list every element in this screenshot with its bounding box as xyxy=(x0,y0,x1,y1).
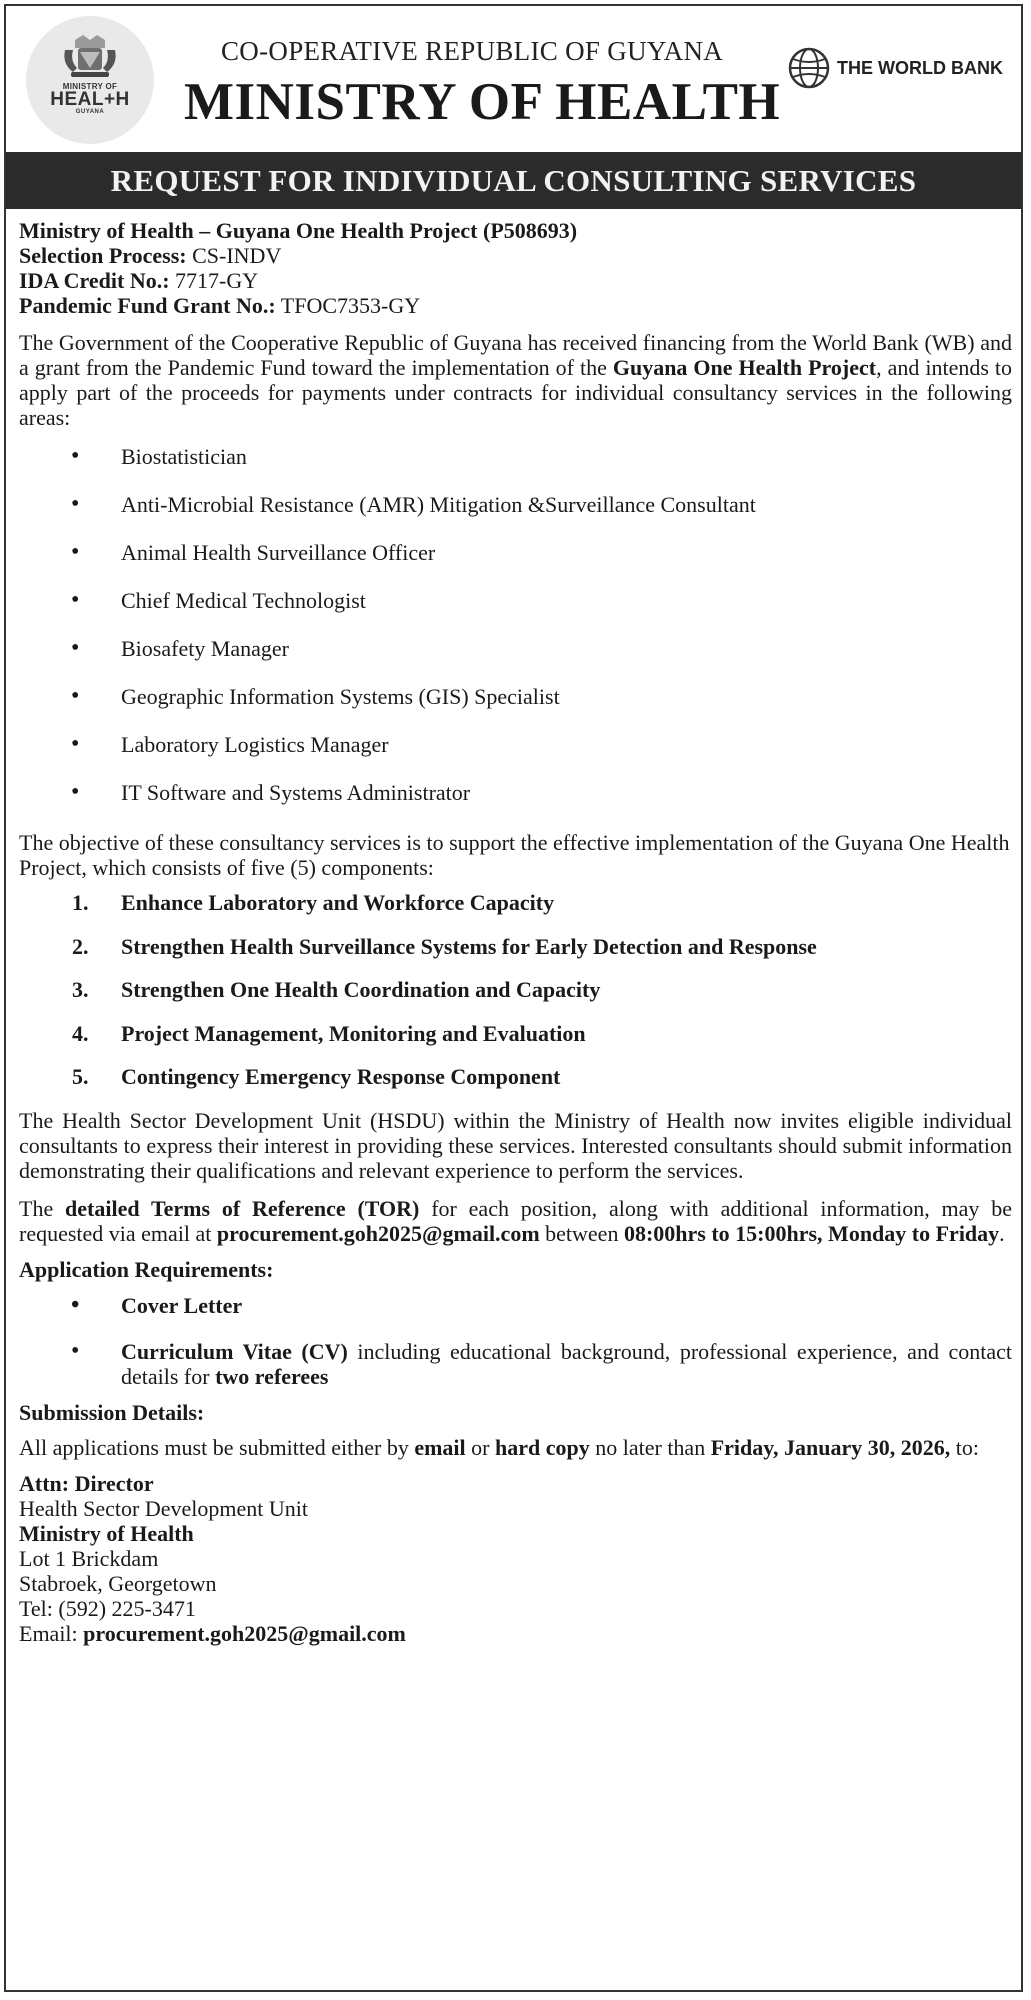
republic-heading: CO-OPERATIVE REPUBLIC OF GUYANA xyxy=(221,36,724,66)
address-unit: Health Sector Development Unit xyxy=(19,1495,308,1521)
list-item xyxy=(19,977,1012,1021)
components-list xyxy=(19,890,1012,1108)
header xyxy=(6,6,1021,149)
sub-hard-copy: hard copy xyxy=(494,1434,590,1460)
notice-body xyxy=(19,218,1012,1646)
sub-text: or xyxy=(465,1434,495,1460)
list-item: • Biosafety Manager xyxy=(19,636,1012,684)
item-number: 2. xyxy=(72,933,89,959)
title-banner xyxy=(6,152,1021,209)
address-lot: Lot 1 Brickdam xyxy=(19,1545,159,1571)
sub-text: no later than xyxy=(589,1434,711,1460)
list-item xyxy=(19,1064,1012,1108)
email-label: Email: xyxy=(19,1620,84,1646)
world-bank-logo xyxy=(787,46,1003,90)
ministry-logo xyxy=(26,16,154,144)
sub-text: to: xyxy=(950,1434,980,1460)
application-requirements-heading: Application Requirements: xyxy=(19,1256,274,1282)
tor-hours: 08:00hrs to 15:00hrs, Monday to Friday xyxy=(623,1220,1000,1246)
item-text: Project Management, Monitoring and Evaluation xyxy=(121,1020,586,1046)
list-item: • Animal Health Surveillance Officer xyxy=(19,540,1012,588)
intro-paragraph xyxy=(19,330,1012,430)
item-number: 1. xyxy=(72,890,89,915)
tor-paragraph xyxy=(19,1196,1012,1246)
address-city: Stabroek, Georgetown xyxy=(19,1570,217,1596)
world-bank-label: THE WORLD BANK xyxy=(837,57,1003,78)
cv-bold: Curriculum Vitae (CV) xyxy=(121,1338,348,1364)
list-item xyxy=(19,934,1012,978)
banner-title: REQUEST FOR INDIVIDUAL CONSULTING SERVICES xyxy=(110,162,917,198)
address-ministry: Ministry of Health xyxy=(19,1520,194,1546)
sub-deadline: Friday, January 30, 2026, xyxy=(710,1434,951,1460)
ida-credit xyxy=(19,268,1012,293)
tor-text: The xyxy=(19,1195,66,1221)
logo-text-health: HEAL+H xyxy=(50,89,130,110)
item-text: Strengthen Health Surveillance Systems for Early Detection and Response xyxy=(121,933,817,959)
intro-text-end: , and intends to apply part of the proceeds for payments under contracts for individual consultancy services in the following areas: xyxy=(19,355,1013,430)
cv-referees: two referees xyxy=(215,1363,329,1389)
logo-text-guyana: GUYANA xyxy=(75,109,105,115)
ida-value: 7717-GY xyxy=(175,268,259,293)
tor-bold: detailed Terms of Reference (TOR) xyxy=(65,1195,420,1221)
tor-email-link[interactable]: procurement.goh2025@gmail.com xyxy=(216,1220,540,1246)
address-attn: Attn: Director xyxy=(19,1470,154,1496)
selection-process xyxy=(19,243,1012,268)
grant-label: Pandemic Fund Grant No.: xyxy=(19,293,276,318)
list-item: • Geographic Information Systems (GIS) Specialist xyxy=(19,684,1012,732)
project-title: Ministry of Health – Guyana One Health Project (P508693) xyxy=(19,218,578,243)
world-bank-globe-icon xyxy=(787,46,831,90)
item-number: 3. xyxy=(72,977,89,1002)
address-block xyxy=(19,1471,1012,1646)
address-email-link[interactable]: procurement.goh2025@gmail.com xyxy=(83,1620,406,1646)
coat-of-arms-icon xyxy=(59,34,121,80)
requirements-list xyxy=(19,1293,1012,1389)
list-item xyxy=(19,1339,1012,1389)
grant-value: TFOC7353-GY xyxy=(280,293,421,318)
tor-text: between xyxy=(539,1220,624,1246)
list-item: • IT Software and Systems Administrator xyxy=(19,780,1012,828)
hsdu-paragraph: The Health Sector Development Unit (HSDU) within the Ministry of Health now invites eligible individual consultants to express their interest in providing these services. Interested consultants should submit information demonstrating their qualifications and relevant experience to perform the services. xyxy=(19,1107,1012,1183)
list-item: • Biostatistician xyxy=(19,444,1012,492)
list-item xyxy=(19,1021,1012,1065)
advertisement-frame xyxy=(4,4,1023,1992)
objective-paragraph: The objective of these consultancy services is to support the effective implementation of the Guyana One Health Project, which consists of five (5) components: xyxy=(19,830,1010,880)
selection-label: Selection Process: xyxy=(19,243,187,268)
item-number: 4. xyxy=(72,1020,89,1046)
grant-number xyxy=(19,293,1012,318)
address-tel: Tel: (592) 225-3471 xyxy=(19,1595,196,1621)
submission-paragraph xyxy=(19,1435,1012,1460)
logo-text-ministry: MINISTRY OF xyxy=(62,82,118,91)
list-item: • Chief Medical Technologist xyxy=(19,588,1012,636)
sub-text: All applications must be submitted either by xyxy=(19,1434,415,1460)
intro-text: The Government of the Cooperative Republic of Guyana has received financing from the World Bank (WB) and a grant from the Pandemic Fund toward the implementation of the xyxy=(19,330,1012,380)
ministry-heading: MINISTRY OF HEALTH xyxy=(184,73,781,131)
positions-list xyxy=(19,444,1012,828)
submission-heading: Submission Details: xyxy=(19,1399,205,1425)
ida-label: IDA Credit No.: xyxy=(19,268,170,293)
intro-project-name: Guyana One Health Project xyxy=(612,355,877,380)
list-item: • Laboratory Logistics Manager xyxy=(19,732,1012,780)
cv-text: including educational background, professional experience, and contact details for xyxy=(121,1338,1012,1389)
item-number: 5. xyxy=(72,1064,89,1089)
list-item: • Anti-Microbial Resistance (AMR) Mitigation &Surveillance Consultant xyxy=(19,492,1012,540)
tor-text: for each position, along with additional information, may be requested via email at xyxy=(19,1195,1013,1246)
address-email xyxy=(19,1621,1012,1646)
sub-email-word: email xyxy=(414,1434,466,1460)
tor-text: . xyxy=(999,1220,1005,1246)
list-item xyxy=(19,890,1012,934)
list-item: • Cover Letter xyxy=(19,1293,1012,1318)
item-text: Enhance Laboratory and Workforce Capacity xyxy=(121,890,555,915)
item-text: Contingency Emergency Response Component xyxy=(121,1064,561,1089)
selection-value: CS-INDV xyxy=(192,243,282,268)
item-text: Strengthen One Health Coordination and Capacity xyxy=(121,977,601,1002)
